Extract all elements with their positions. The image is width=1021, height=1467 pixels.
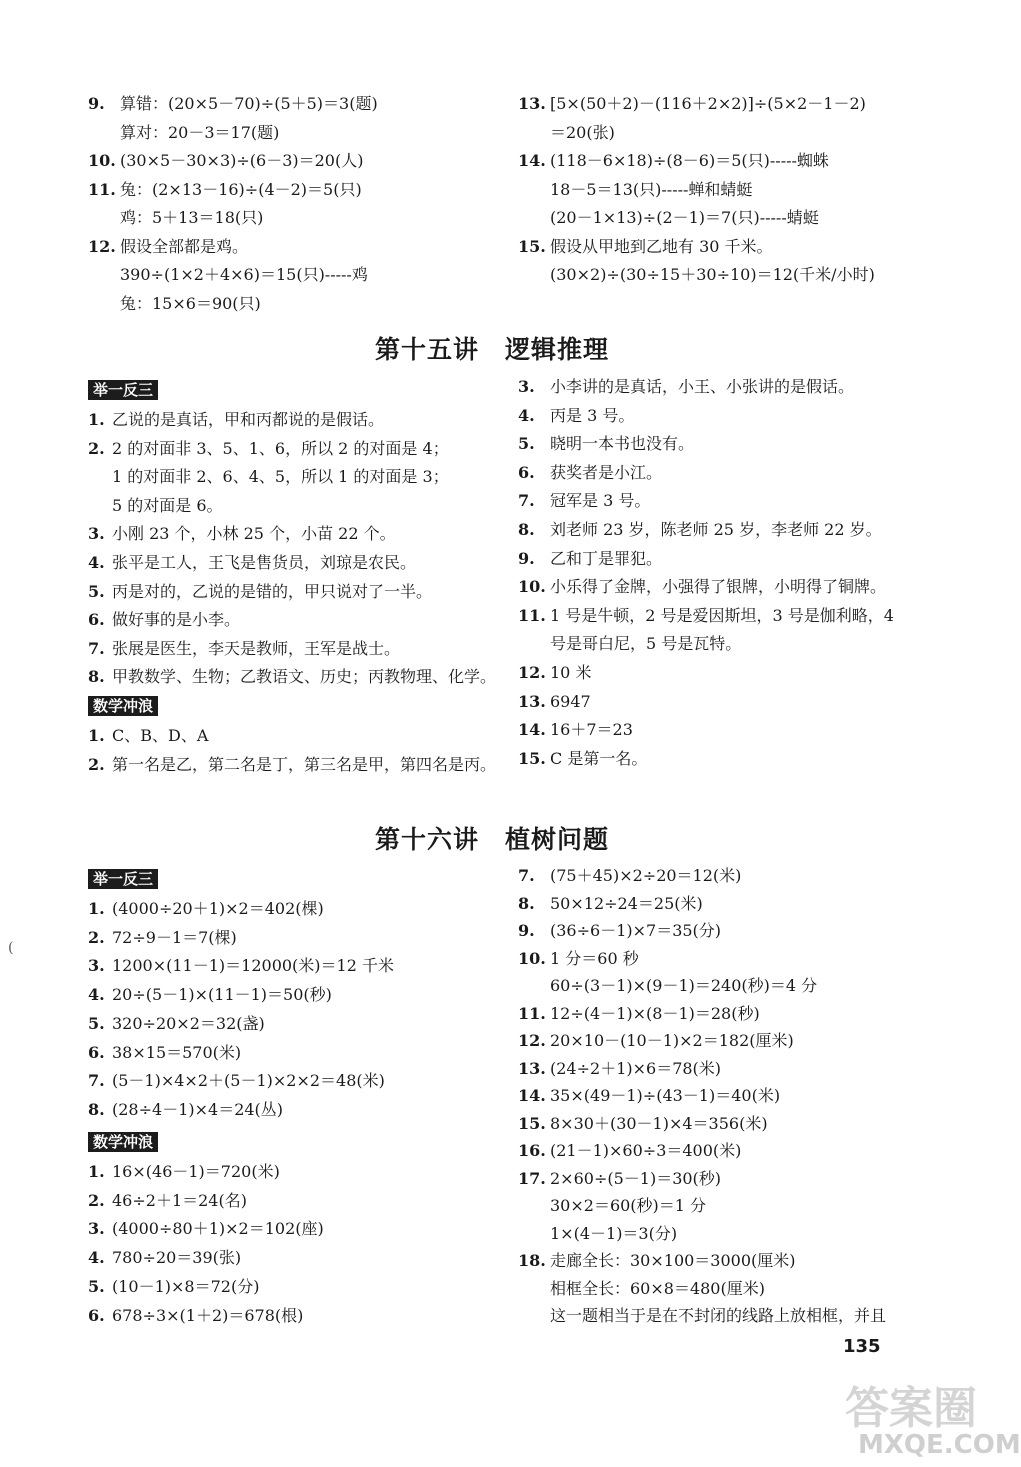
answer-line <box>88 1071 385 1091</box>
answer-text: 6947 <box>550 692 591 711</box>
answer-line <box>518 434 694 454</box>
answer-text: (30×5－30×3)÷(6－3)＝20(人) <box>120 151 364 170</box>
answer-text: 10 米 <box>550 663 592 682</box>
answer-number: 16. <box>518 1141 546 1160</box>
answer-number: 5. <box>88 582 105 601</box>
answer-text: 张平是工人，王飞是售货员，刘琼是农民。 <box>112 553 417 572</box>
answer-line <box>88 265 368 285</box>
answer-line <box>518 463 662 483</box>
answer-text: 兔：15×6＝90(只) <box>120 294 261 313</box>
answer-line <box>518 1306 886 1326</box>
answer-text: 12÷(4－1)×(8－1)＝28(秒) <box>550 1004 760 1023</box>
answer-line <box>88 1248 241 1268</box>
answer-line <box>88 294 261 314</box>
answer-number: 3. <box>88 1219 105 1238</box>
answer-text: 鸡：5＋13＝18(只) <box>120 208 264 227</box>
answer-line <box>88 667 496 687</box>
answer-number: 9. <box>518 549 535 568</box>
answer-text: 1 号是牛顿，2 号是爱因斯坦，3 号是伽利略，4 <box>550 606 894 625</box>
answer-number: 3. <box>518 377 535 396</box>
answer-line <box>88 639 400 659</box>
answer-number: 1. <box>88 726 105 745</box>
answer-number: 15. <box>518 237 546 256</box>
answer-number: 1. <box>88 410 105 429</box>
answer-line <box>518 237 773 257</box>
answer-text: 刘老师 23 岁，陈老师 25 岁，李老师 22 岁。 <box>550 520 882 539</box>
answer-number: 11. <box>518 606 546 625</box>
answer-line <box>518 720 633 740</box>
answer-number: 4. <box>88 985 105 1004</box>
answer-line <box>88 1100 283 1120</box>
answer-line <box>88 985 332 1005</box>
answer-line <box>88 1043 241 1063</box>
answer-text: 1200×(11－1)＝12000(米)＝12 千米 <box>112 956 394 975</box>
answer-text: 46÷2＋1＝24(名) <box>112 1191 247 1210</box>
answer-line <box>518 606 894 626</box>
answer-line <box>518 1224 677 1244</box>
answer-number: 12. <box>88 237 116 256</box>
answer-line <box>518 866 741 886</box>
answer-text: 小李讲的是真话，小王、小张讲的是假话。 <box>550 377 855 396</box>
section-15-tag-challenge: 数学冲浪 <box>88 696 158 716</box>
answer-text: 假设全部都是鸡。 <box>120 237 249 256</box>
answer-text: (20－1×13)÷(2－1)＝7(只)-----蜻蜓 <box>550 208 819 227</box>
answer-line <box>88 1219 324 1239</box>
answer-line <box>88 928 237 948</box>
watermark-logo: 答案圈 <box>845 1383 977 1434</box>
answer-number: 13. <box>518 1059 546 1078</box>
answer-text: 号是哥白尼，5 号是瓦特。 <box>550 634 742 653</box>
answer-line <box>88 726 208 746</box>
answer-number: 5. <box>518 434 535 453</box>
answer-text: 5 的对面是 6。 <box>112 496 223 515</box>
answer-number: 8. <box>88 667 105 686</box>
answer-line <box>518 1114 768 1134</box>
answer-number: 8. <box>518 894 535 913</box>
answer-text: 假设从甲地到乙地有 30 千米。 <box>550 237 773 256</box>
answer-number: 7. <box>518 866 535 885</box>
answer-text: [5×(50＋2)－(116＋2×2)]÷(5×2－1－2) <box>550 94 866 113</box>
answer-text: 走廊全长：30×100＝3000(厘米) <box>550 1251 796 1270</box>
answer-text: 算错：(20×5－70)÷(5＋5)＝3(题) <box>120 94 378 113</box>
answer-line <box>518 1279 765 1299</box>
answer-text: 做好事的是小李。 <box>112 610 241 629</box>
answer-line <box>88 582 432 602</box>
section-15-title: 第十五讲 逻辑推理 <box>375 335 610 364</box>
answer-text: 60÷(3－1)×(9－1)＝240(秒)＝4 分 <box>550 976 818 995</box>
answer-number: 14. <box>518 1086 546 1105</box>
answer-line <box>88 151 363 171</box>
margin-mark: ( <box>8 940 14 956</box>
answer-line <box>518 1251 796 1271</box>
answer-line <box>518 663 591 683</box>
answer-line <box>88 755 496 775</box>
answer-text: ＝20(张) <box>550 123 615 142</box>
answer-line <box>518 1086 780 1106</box>
answer-text: 晓明一本书也没有。 <box>550 434 695 453</box>
answer-text: 乙说的是真话，甲和丙都说的是假话。 <box>112 410 385 429</box>
answer-number: 10. <box>518 949 546 968</box>
answer-number: 7. <box>88 639 105 658</box>
answer-line <box>88 1306 303 1326</box>
answer-line <box>518 1169 721 1189</box>
answer-line <box>518 406 634 426</box>
answer-number: 12. <box>518 663 546 682</box>
answer-text: (30×2)÷(30÷15＋30÷10)＝12(千米/小时) <box>550 265 875 284</box>
answer-number: 3. <box>88 524 105 543</box>
answer-line <box>88 553 416 573</box>
answer-line <box>518 377 854 397</box>
answer-number: 8. <box>518 520 535 539</box>
answer-text: (118－6×18)÷(8－6)＝5(只)-----蜘蛛 <box>550 151 829 170</box>
answer-text: 320÷20×2＝32(盏) <box>112 1014 265 1033</box>
answer-text: 18－5＝13(只)-----蝉和蜻蜓 <box>550 180 753 199</box>
answer-number: 12. <box>518 1031 546 1050</box>
section-16-title: 第十六讲 植树问题 <box>375 825 610 854</box>
answer-line <box>518 180 752 200</box>
answer-text: 1×(4－1)＝3(分) <box>550 1224 678 1243</box>
answer-number: 1. <box>88 899 105 918</box>
answer-line <box>88 1162 280 1182</box>
answer-line <box>518 921 721 941</box>
answer-line <box>88 180 362 200</box>
answer-line <box>88 237 248 257</box>
answer-text: (36÷6－1)×7＝35(分) <box>550 921 722 940</box>
answer-text: 1 分＝60 秒 <box>550 949 639 968</box>
answer-text: 相框全长：60×8＝480(厘米) <box>550 1279 765 1298</box>
answer-text: 兔：(2×13－16)÷(4－2)＝5(只) <box>120 180 362 199</box>
answer-line <box>88 439 449 459</box>
answer-number: 13. <box>518 692 546 711</box>
answer-text: 20÷(5－1)×(11－1)＝50(秒) <box>112 985 332 1004</box>
answer-number: 15. <box>518 1114 546 1133</box>
answer-text: 678÷3×(1＋2)＝678(根) <box>112 1306 304 1325</box>
answer-number: 15. <box>518 749 546 768</box>
answer-line <box>518 894 703 914</box>
answer-number: 9. <box>518 921 535 940</box>
answer-text: (75＋45)×2÷20＝12(米) <box>550 866 742 885</box>
page-number: 135 <box>843 1336 881 1357</box>
answer-text: 张展是医生，李天是教师，王军是战士。 <box>112 639 401 658</box>
answer-number: 9. <box>88 94 105 113</box>
answer-text: C、B、D、A <box>112 726 209 745</box>
answer-line <box>88 1014 265 1034</box>
answer-number: 17. <box>518 1169 546 1188</box>
answer-text: (24÷2＋1)×6＝78(米) <box>550 1059 722 1078</box>
answer-line <box>88 410 384 430</box>
answer-line <box>88 496 223 516</box>
answer-text: 1 的对面非 2、6、4、5，所以 1 的对面是 3； <box>112 467 449 486</box>
answer-line <box>518 123 615 143</box>
answer-number: 6. <box>88 1306 105 1325</box>
answer-number: 6. <box>518 463 535 482</box>
answer-text: (28÷4－1)×4＝24(丛) <box>112 1100 284 1119</box>
answer-line <box>518 1196 706 1216</box>
answer-number: 7. <box>88 1071 105 1090</box>
answer-line <box>518 265 875 285</box>
answer-text: 算对：20－3＝17(题) <box>120 123 280 142</box>
answer-number: 5. <box>88 1014 105 1033</box>
answer-number: 2. <box>88 928 105 947</box>
answer-number: 4. <box>518 406 535 425</box>
answer-line <box>518 949 639 969</box>
answer-text: 这一题相当于是在不封闭的线路上放相框，并且 <box>550 1306 887 1325</box>
answer-line <box>518 1141 741 1161</box>
answer-text: 16×(46－1)＝720(米) <box>112 1162 280 1181</box>
answer-line <box>518 151 829 171</box>
answer-line <box>518 549 662 569</box>
answer-number: 1. <box>88 1162 105 1181</box>
answer-line <box>518 1059 721 1079</box>
answer-text: 780÷20＝39(张) <box>112 1248 242 1267</box>
answer-line <box>88 899 324 919</box>
answer-text: 8×30＋(30－1)×4＝356(米) <box>550 1114 768 1133</box>
answer-number: 18. <box>518 1251 546 1270</box>
answer-number: 10. <box>518 577 546 596</box>
watermark-url: MXQE.COM <box>858 1430 1021 1460</box>
answer-line <box>88 524 396 544</box>
answer-number: 8. <box>88 1100 105 1119</box>
answer-text: 小乐得了金牌，小强得了银牌，小明得了铜牌。 <box>550 577 887 596</box>
answer-line <box>88 1277 259 1297</box>
answer-text: 第一名是乙，第二名是丁，第三名是甲，第四名是丙。 <box>112 755 497 774</box>
answer-line <box>518 692 591 712</box>
answer-number: 6. <box>88 1043 105 1062</box>
answer-line <box>88 94 378 114</box>
answer-line <box>518 634 741 654</box>
answer-text: (10－1)×8＝72(分) <box>112 1277 260 1296</box>
answer-text: 2 的对面非 3、5、1、6，所以 2 的对面是 4； <box>112 439 449 458</box>
answer-number: 13. <box>518 94 546 113</box>
answer-text: C 是第一名。 <box>550 749 648 768</box>
section-15-tag-practice: 举一反三 <box>88 380 158 400</box>
answer-line <box>518 577 886 597</box>
answer-text: 乙和丁是罪犯。 <box>550 549 663 568</box>
answer-text: 丙是对的，乙说的是错的，甲只说对了一半。 <box>112 582 433 601</box>
answer-text: 获奖者是小江。 <box>550 463 663 482</box>
answer-number: 7. <box>518 491 535 510</box>
answer-number: 14. <box>518 151 546 170</box>
answer-text: 390÷(1×2＋4×6)＝15(只)-----鸡 <box>120 265 368 284</box>
answer-text: (4000÷20＋1)×2＝402(棵) <box>112 899 324 918</box>
answer-text: 30×2＝60(秒)＝1 分 <box>550 1196 707 1215</box>
answer-line <box>518 208 819 228</box>
answer-number: 2. <box>88 755 105 774</box>
answer-text: 72÷9－1＝7(棵) <box>112 928 237 947</box>
answer-line <box>88 610 240 630</box>
answer-text: 35×(49－1)÷(43－1)＝40(米) <box>550 1086 781 1105</box>
section-16-tag-challenge: 数学冲浪 <box>88 1132 158 1152</box>
answer-text: 38×15＝570(米) <box>112 1043 242 1062</box>
answer-text: 小刚 23 个，小林 25 个，小苗 22 个。 <box>112 524 396 543</box>
answer-line <box>88 208 263 228</box>
answer-number: 6. <box>88 610 105 629</box>
answer-text: 冠军是 3 号。 <box>550 491 651 510</box>
answer-text: (21－1)×60÷3＝400(米) <box>550 1141 742 1160</box>
answer-text: (5－1)×4×2＋(5－1)×2×2＝48(米) <box>112 1071 385 1090</box>
answer-line <box>518 491 650 511</box>
answer-text: 甲教数学、生物；乙教语文、历史；丙教物理、化学。 <box>112 667 497 686</box>
answer-line <box>518 520 882 540</box>
answer-text: 16＋7＝23 <box>550 720 633 739</box>
answer-text: 2×60÷(5－1)＝30(秒) <box>550 1169 722 1188</box>
answer-text: (4000÷80＋1)×2＝102(座) <box>112 1219 324 1238</box>
section-16-tag-practice: 举一反三 <box>88 869 158 889</box>
answer-line <box>88 1191 247 1211</box>
answer-number: 4. <box>88 553 105 572</box>
answer-line <box>518 749 647 769</box>
answer-line <box>88 123 279 143</box>
answer-number: 10. <box>88 151 116 170</box>
answer-line <box>518 1004 760 1024</box>
answer-number: 11. <box>518 1004 546 1023</box>
answer-text: 丙是 3 号。 <box>550 406 635 425</box>
answer-line <box>518 976 817 996</box>
answer-number: 11. <box>88 180 116 199</box>
answer-line <box>518 94 866 114</box>
answer-number: 2. <box>88 1191 105 1210</box>
answer-number: 5. <box>88 1277 105 1296</box>
answer-number: 4. <box>88 1248 105 1267</box>
answer-text: 50×12÷24＝25(米) <box>550 894 703 913</box>
answer-line <box>518 1031 794 1051</box>
answer-number: 3. <box>88 956 105 975</box>
answer-line <box>88 467 449 487</box>
answer-number: 14. <box>518 720 546 739</box>
answer-text: 20×10－(10－1)×2＝182(厘米) <box>550 1031 794 1050</box>
answer-number: 2. <box>88 439 105 458</box>
answer-line <box>88 956 394 976</box>
